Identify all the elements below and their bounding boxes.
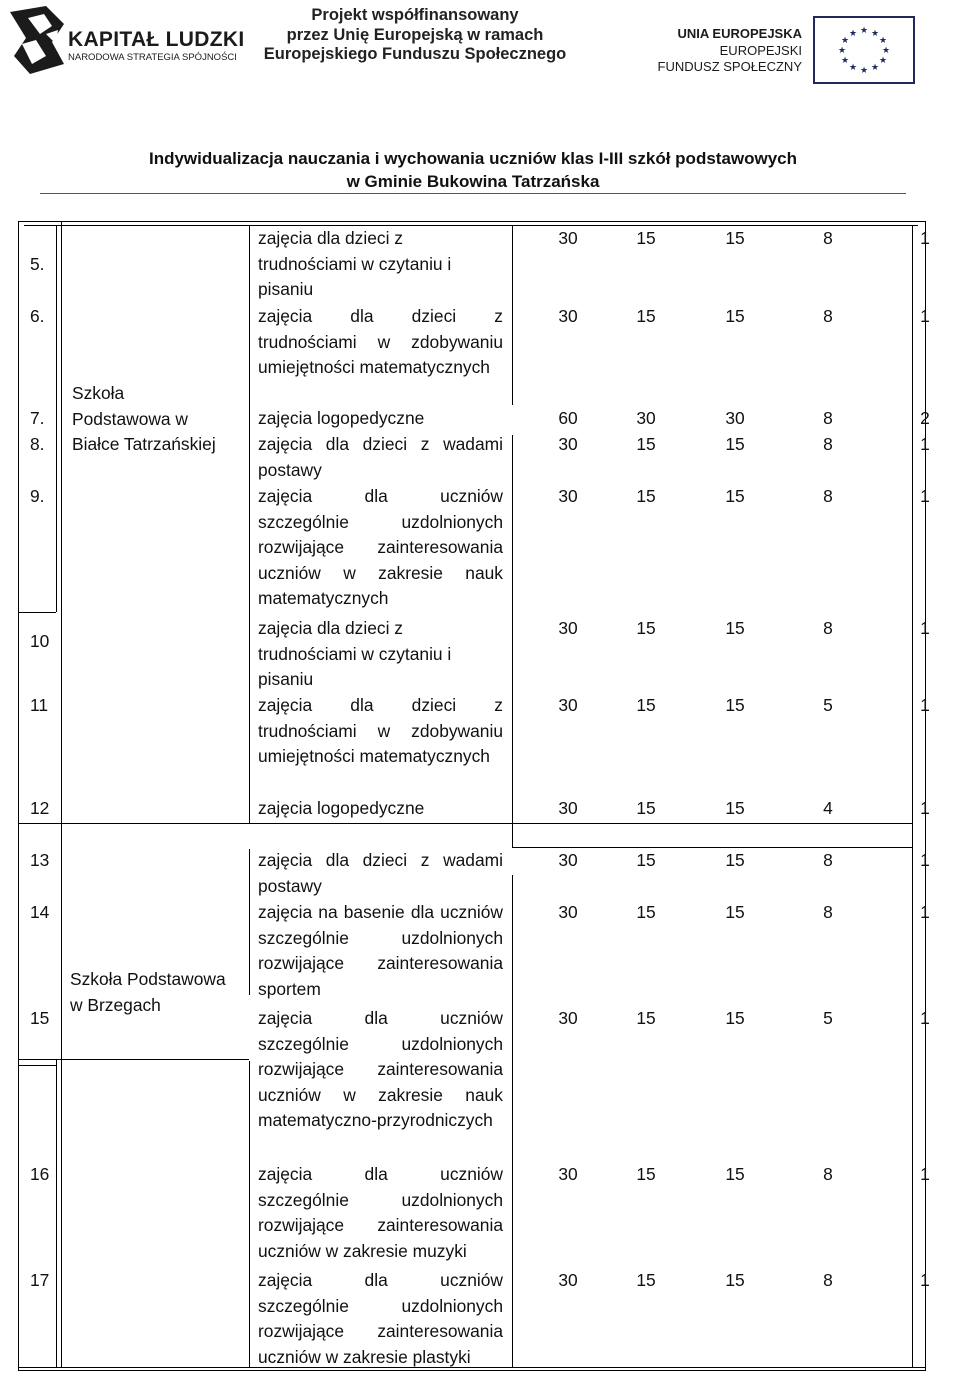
value-cell: 30 — [558, 486, 578, 506]
school-name-line: Szkoła Podstawowa — [70, 969, 226, 989]
value-cell: 8 — [823, 228, 833, 248]
value-cell: 8 — [823, 850, 833, 870]
cofinancing-note — [250, 6, 580, 65]
row-number: 12 — [30, 798, 50, 818]
school-name-line: Białce Tatrzańskiej — [72, 434, 216, 455]
svg-text:★: ★ — [848, 29, 858, 39]
svg-text:★: ★ — [878, 36, 888, 46]
svg-text:★: ★ — [878, 56, 888, 66]
value-cell: 30 — [558, 1270, 578, 1290]
value-cell: 15 — [725, 434, 745, 454]
value-cell: 15 — [636, 1164, 656, 1184]
column-divider — [512, 875, 513, 1367]
table-border-top — [18, 221, 926, 222]
classes-table — [18, 221, 930, 1371]
value-cell: 15 — [725, 695, 745, 715]
column-divider — [249, 849, 250, 995]
row-number: 17 — [30, 1270, 50, 1290]
row-divider — [56, 823, 912, 824]
row-description: zajęcia dla dzieci z trudnościami w czytaniu i pisaniu — [258, 618, 452, 690]
school-name-brzegi — [70, 967, 248, 1018]
school-name-line: w Brzegach — [70, 994, 161, 1015]
value-cell: 15 — [636, 1270, 656, 1290]
title-divider — [40, 193, 906, 194]
value-cell: 8 — [823, 486, 833, 506]
row-number: 6. — [30, 306, 45, 326]
column-divider — [249, 225, 250, 823]
column-divider — [512, 435, 513, 847]
svg-text:★: ★ — [870, 63, 880, 73]
column-divider — [56, 1059, 57, 1367]
value-cell: 15 — [636, 1008, 656, 1028]
value-cell: 15 — [725, 798, 745, 818]
value-cell: 1 — [920, 695, 930, 715]
row-divider — [18, 1059, 249, 1060]
value-cell: 5 — [823, 695, 833, 715]
cofinancing-line: przez Unię Europejską w ramach — [286, 25, 544, 44]
value-cell: 30 — [558, 695, 578, 715]
row-number: 16 — [30, 1164, 50, 1184]
row-number: 14 — [30, 902, 50, 922]
row-number: 11 — [30, 695, 49, 715]
school-name-bialka — [72, 381, 247, 458]
row-description: zajęcia dla dzieci z trudnościami w czytaniu i pisaniu — [258, 228, 452, 300]
value-cell: 30 — [558, 434, 578, 454]
value-cell: 8 — [823, 902, 833, 922]
value-cell: 8 — [823, 618, 833, 638]
svg-text:★: ★ — [859, 26, 869, 36]
value-cell: 1 — [920, 306, 930, 326]
column-divider — [249, 1061, 250, 1367]
value-cell: 1 — [920, 850, 930, 870]
value-cell: 15 — [725, 306, 745, 326]
value-cell: 15 — [636, 306, 656, 326]
value-cell: 30 — [558, 306, 578, 326]
eu-fund-label: EUROPEJSKI — [719, 42, 802, 58]
column-divider — [512, 225, 513, 405]
row-description: zajęcia dla uczniów szczególnie uzdolnionych rozwijające zainteresowania uczniów w zakresie muzyki — [258, 1164, 503, 1261]
column-divider — [61, 221, 62, 1367]
value-cell: 8 — [823, 1270, 833, 1290]
svg-text:★: ★ — [859, 66, 869, 76]
cofinancing-line: Projekt współfinansowany — [311, 6, 519, 24]
value-cell: 30 — [558, 798, 578, 818]
value-cell: 15 — [725, 618, 745, 638]
row-description: zajęcia logopedyczne — [258, 408, 425, 428]
row-description: zajęcia dla uczniów szczególnie uzdolnionych rozwijające zainteresowania uczniów w zakresie nauk matematycznych — [258, 486, 503, 609]
row-number: 15 — [30, 1008, 50, 1028]
value-cell: 1 — [920, 618, 930, 638]
value-cell: 15 — [636, 434, 656, 454]
row-description: zajęcia dla dzieci z trudnościami w zdobywaniu umiejętności matematycznych — [258, 695, 503, 767]
eu-logo-text — [600, 26, 802, 76]
value-cell: 15 — [725, 228, 745, 248]
svg-text:★: ★ — [840, 56, 850, 66]
value-cell: 8 — [823, 306, 833, 326]
value-cell: 1 — [920, 434, 930, 454]
row-description: zajęcia dla dzieci z wadami postawy — [258, 434, 503, 480]
row-divider — [18, 1065, 56, 1066]
row-description: zajęcia dla dzieci z trudnościami w zdobywaniu umiejętności matematycznych — [258, 306, 503, 378]
value-cell: 4 — [823, 798, 833, 818]
school-name-line: Szkoła — [72, 383, 125, 403]
value-cell: 5 — [823, 1008, 833, 1028]
value-cell: 8 — [823, 1164, 833, 1184]
value-cell: 15 — [725, 902, 745, 922]
kapital-ludzki-subtitle: NARODOWA STRATEGIA SPÓJNOŚCI — [68, 52, 237, 63]
value-cell: 30 — [558, 902, 578, 922]
row-number: 13 — [30, 850, 50, 870]
svg-text:★: ★ — [837, 46, 847, 56]
value-cell: 30 — [636, 408, 656, 428]
value-cell: 15 — [636, 902, 656, 922]
eu-fund-label: FUNDUSZ SPOŁECZNY — [657, 59, 802, 74]
value-cell: 8 — [823, 434, 833, 454]
value-cell: 1 — [920, 1270, 930, 1290]
value-cell: 15 — [725, 1270, 745, 1290]
svg-text:★: ★ — [881, 46, 891, 56]
value-cell: 30 — [558, 850, 578, 870]
row-description: zajęcia logopedyczne — [258, 798, 425, 818]
row-description: zajęcia dla dzieci z wadami postawy — [258, 850, 503, 896]
value-cell: 15 — [725, 850, 745, 870]
value-cell: 30 — [558, 1164, 578, 1184]
value-cell: 2 — [920, 408, 930, 428]
eu-union-label: UNIA EUROPEJSKA — [677, 26, 802, 41]
value-cell: 15 — [725, 1008, 745, 1028]
svg-text:★: ★ — [848, 63, 858, 73]
value-cell: 1 — [920, 486, 930, 506]
value-cell: 15 — [636, 850, 656, 870]
row-number: 10 — [30, 631, 50, 651]
document-title-line: w Gminie Bukowina Tatrzańska — [346, 171, 600, 191]
value-cell: 15 — [636, 695, 656, 715]
value-cell: 1 — [920, 1164, 930, 1184]
row-description: zajęcia dla uczniów szczególnie uzdolnionych rozwijające zainteresowania uczniów w zakresie plastyki — [258, 1270, 503, 1367]
value-cell: 30 — [725, 408, 745, 428]
row-number: 9. — [30, 486, 45, 506]
document-title-line: Indywidualizacja nauczania i wychowania uczniów klas I-III szkół podstawowych — [148, 149, 798, 168]
value-cell: 15 — [725, 1164, 745, 1184]
value-cell: 60 — [558, 408, 578, 428]
cofinancing-line: Europejskiego Funduszu Społecznego — [263, 45, 567, 63]
value-cell: 15 — [636, 798, 656, 818]
school-name-line: Podstawowa w — [72, 408, 188, 429]
row-number: 5. — [30, 254, 45, 274]
value-cell: 15 — [725, 486, 745, 506]
document-title — [40, 148, 906, 193]
value-cell: 1 — [920, 798, 930, 818]
value-cell: 8 — [823, 408, 833, 428]
value-cell: 1 — [920, 228, 930, 248]
value-cell: 1 — [920, 1008, 930, 1028]
value-cell: 15 — [636, 486, 656, 506]
value-cell: 15 — [636, 228, 656, 248]
svg-text:★: ★ — [870, 29, 880, 39]
row-description: zajęcia dla uczniów szczególnie uzdolnionych rozwijające zainteresowania uczniów w zakresie nauk matematyczno-przyrodniczych — [258, 1008, 503, 1131]
kapital-ludzki-wordmark: KAPITAŁ LUDZKI — [68, 28, 245, 51]
value-cell: 30 — [558, 1008, 578, 1028]
row-number: 8. — [30, 434, 45, 454]
value-cell: 30 — [558, 618, 578, 638]
eu-flag-icon — [813, 16, 915, 84]
row-description: zajęcia na basenie dla uczniów szczególnie uzdolnionych rozwijające zainteresowania sportem — [258, 902, 503, 999]
value-cell: 15 — [636, 618, 656, 638]
row-divider — [18, 612, 56, 613]
svg-text:★: ★ — [840, 36, 850, 46]
table-border-left — [18, 221, 19, 1371]
row-number: 7. — [30, 408, 45, 428]
value-cell: 30 — [558, 228, 578, 248]
value-cell: 1 — [920, 902, 930, 922]
